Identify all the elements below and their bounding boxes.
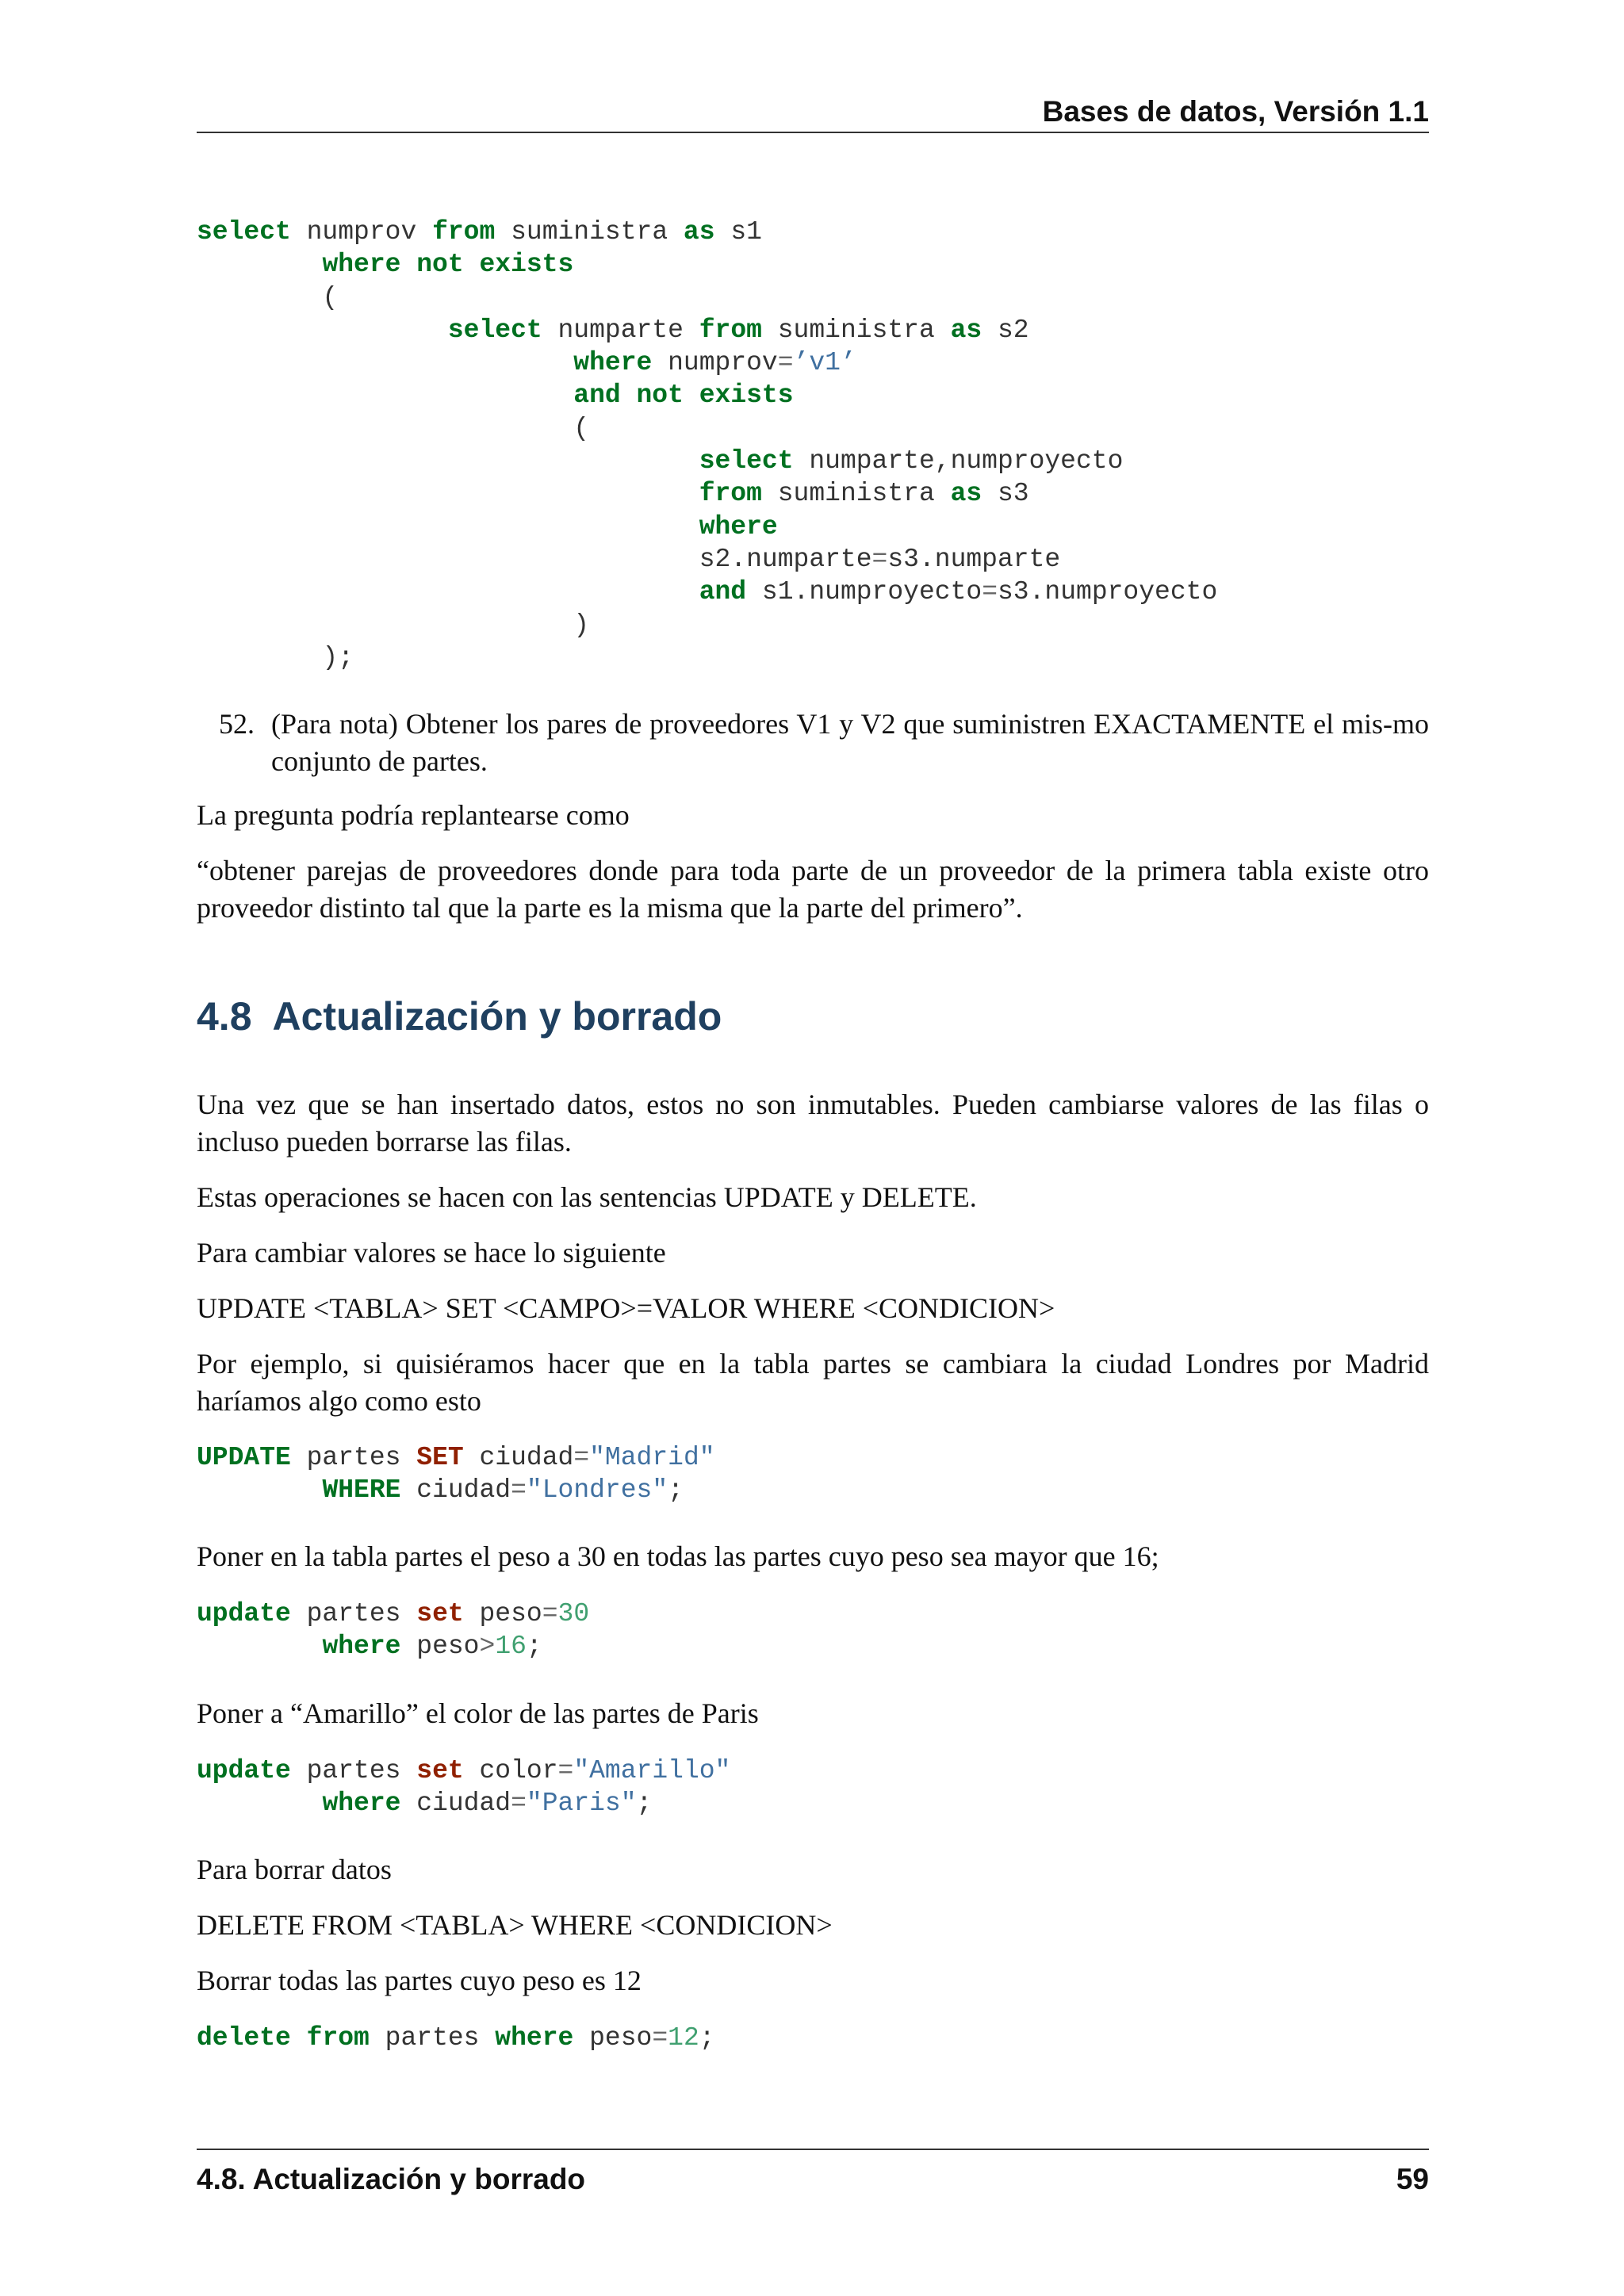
code-line [197, 445, 1217, 477]
code-text [197, 316, 448, 345]
code-text: ; [636, 1789, 653, 1819]
code-keyword: select [447, 315, 542, 345]
code-text [197, 479, 699, 508]
code-text: ) [197, 610, 590, 640]
code-text: s2 [982, 315, 1029, 345]
code-operator: > [479, 1632, 496, 1662]
code-operator: = [652, 2023, 668, 2053]
paragraph-change-values: Para cambiar valores se hace lo siguiente [197, 1237, 666, 1269]
code-text: s1.numproyecto [746, 577, 982, 607]
code-keyword: delete [197, 2023, 291, 2053]
paragraph-example: Por ejemplo, si quisiéramos hacer que en la tabla partes se cambiara la ciudad Londres por Madrid haríamos algo como esto [197, 1348, 1429, 1417]
code-text: s1 [714, 217, 762, 247]
code-operator: = [557, 1756, 574, 1785]
code-string: ’v1’ [793, 348, 856, 378]
code-text: suministra [761, 315, 951, 345]
code-line [197, 1474, 715, 1506]
code-line [197, 1787, 730, 1820]
code-text: color [463, 1756, 558, 1785]
paragraph-quote: “obtener parejas de proveedores donde para toda parte de un proveedor de la primera tabla existe otro proveedor distinto tal que la parte es la misma que la parte del primero”. [197, 855, 1429, 924]
code-text: s3.numparte [887, 544, 1061, 574]
code-text: peso [573, 2023, 653, 2053]
code-line [197, 511, 1217, 543]
code-text: partes [290, 1756, 417, 1785]
code-text [197, 1789, 322, 1818]
code-text: ciudad [400, 1475, 511, 1506]
code-keyword: update [197, 1756, 291, 1785]
code-number: 16 [495, 1632, 527, 1662]
code-text: partes [369, 2023, 496, 2053]
code-text [197, 446, 699, 476]
page-number: 59 [1396, 2163, 1429, 2195]
code-keyword: set [416, 1756, 464, 1785]
code-text: ciudad [463, 1443, 574, 1472]
code-text [197, 1475, 322, 1505]
code-keyword: and [699, 577, 747, 607]
paragraph-peso: Poner en la tabla partes el peso a 30 en todas las partes cuyo peso sea mayor que 16; [197, 1540, 1159, 1572]
code-text: numparte [542, 315, 699, 345]
code-keyword: where [322, 1632, 401, 1662]
code-line [197, 543, 1217, 576]
code-keyword: UPDATE [197, 1443, 291, 1472]
code-keyword: and not exists [573, 381, 794, 411]
code-keyword: set [416, 1599, 464, 1628]
code-number: 12 [668, 2023, 699, 2053]
code-keyword: select [197, 217, 291, 247]
paragraph-borrar: Para borrar datos [197, 1854, 392, 1885]
code-block-update-color [197, 1755, 730, 1820]
code-operator: = [871, 544, 888, 574]
code-line [197, 609, 1217, 641]
code-text: peso [400, 1632, 480, 1662]
code-string: "Amarillo" [573, 1756, 731, 1785]
section-title-text: Actualización y borrado [272, 994, 722, 1039]
paragraph-replanteo: La pregunta podría replantearse como [197, 799, 630, 831]
code-keyword: select [699, 446, 794, 476]
code-text [197, 348, 573, 377]
code-text: s3 [982, 479, 1029, 509]
code-text: ; [526, 1632, 542, 1662]
code-operator: = [511, 1475, 527, 1506]
code-block-update-ciudad [197, 1441, 715, 1507]
code-line [197, 1441, 715, 1474]
code-text: ciudad [400, 1789, 511, 1819]
code-keyword: WHERE [322, 1475, 401, 1506]
code-line [197, 412, 1217, 445]
code-keyword: as [683, 217, 715, 247]
code-text [197, 381, 573, 410]
paragraph-intro: Una vez que se han insertado datos, estos no son inmutables. Pueden cambiarse valores de las filas o incluso pueden borrarse las filas. [197, 1089, 1429, 1158]
code-keyword: where [495, 2023, 574, 2053]
code-string: "Londres" [526, 1475, 668, 1506]
code-text: ( [197, 282, 339, 312]
code-text: s3.numproyecto [998, 577, 1218, 607]
code-line [197, 477, 1217, 510]
code-line [197, 641, 1217, 674]
code-keyword: where [322, 1789, 401, 1819]
code-text [197, 512, 699, 541]
code-block-query [197, 216, 1217, 674]
code-line [197, 248, 1217, 281]
code-text: peso [463, 1599, 542, 1628]
code-text [197, 577, 699, 607]
code-keyword: as [950, 315, 982, 345]
list-item-number: 52. [219, 708, 255, 740]
list-item-text: (Para nota) Obtener los pares de proveedores V1 y V2 que suministren EXACTAMENTE el mis-mo conjunto de partes. [271, 708, 1429, 777]
paragraph-update-syntax: UPDATE <TABLA> SET <CAMPO>=VALOR WHERE <CONDICION> [197, 1292, 1055, 1324]
code-text: partes [290, 1443, 417, 1472]
code-text: ( [197, 413, 590, 443]
code-line [197, 1755, 730, 1787]
code-text: numparte,numproyecto [793, 446, 1124, 476]
code-text: ; [699, 2023, 715, 2053]
code-text [197, 250, 322, 279]
code-line [197, 346, 1217, 379]
code-operator: = [542, 1599, 558, 1628]
code-block-delete [197, 2022, 715, 2054]
code-text: suministra [761, 479, 951, 509]
code-keyword: from [432, 217, 496, 247]
code-block-update-peso [197, 1598, 589, 1663]
code-line [197, 2022, 715, 2054]
code-string: "Paris" [526, 1789, 637, 1819]
code-text: partes [290, 1599, 417, 1628]
code-text: s2.numparte [197, 544, 872, 574]
code-line [197, 1598, 589, 1630]
code-text: numprov [290, 217, 433, 247]
code-keyword: from [699, 479, 762, 509]
code-keyword: where [573, 348, 653, 378]
code-keyword: where not exists [322, 250, 574, 280]
code-text: numprov [652, 348, 778, 378]
code-line [197, 379, 1217, 411]
code-line [197, 216, 1217, 248]
footer-rule [197, 2149, 1429, 2150]
section-heading [197, 991, 722, 1042]
code-keyword: from [699, 315, 762, 345]
code-line [197, 281, 1217, 314]
running-head: Bases de datos, Versión 1.1 [1042, 95, 1429, 128]
footer-section: 4.8. Actualización y borrado [197, 2163, 586, 2195]
code-text: ); [197, 642, 354, 672]
code-number: 30 [557, 1599, 590, 1628]
header-rule [197, 132, 1429, 133]
code-operator: = [573, 1443, 590, 1472]
code-text [197, 1632, 322, 1661]
code-operator: = [777, 348, 794, 378]
code-keyword: update [197, 1599, 291, 1628]
paragraph-operations: Estas operaciones se hacen con las sentencias UPDATE y DELETE. [197, 1181, 977, 1213]
code-text [291, 2023, 307, 2053]
paragraph-borrar-peso: Borrar todas las partes cuyo peso es 12 [197, 1965, 642, 1996]
code-text: suministra [495, 217, 684, 247]
code-operator: = [511, 1789, 527, 1819]
code-string: "Madrid" [589, 1443, 715, 1472]
code-keyword: as [950, 479, 982, 509]
paragraph-delete-syntax: DELETE FROM <TABLA> WHERE <CONDICION> [197, 1909, 833, 1941]
code-line [197, 576, 1217, 608]
code-operator: = [982, 577, 998, 607]
code-keyword: SET [416, 1443, 464, 1472]
paragraph-amarillo: Poner a “Amarillo” el color de las partes de Paris [197, 1697, 759, 1729]
code-text: ; [668, 1475, 684, 1506]
section-number: 4.8 [197, 994, 252, 1039]
code-keyword: from [306, 2023, 370, 2053]
code-line [197, 314, 1217, 346]
code-keyword: where [699, 511, 778, 541]
code-line [197, 1630, 589, 1663]
